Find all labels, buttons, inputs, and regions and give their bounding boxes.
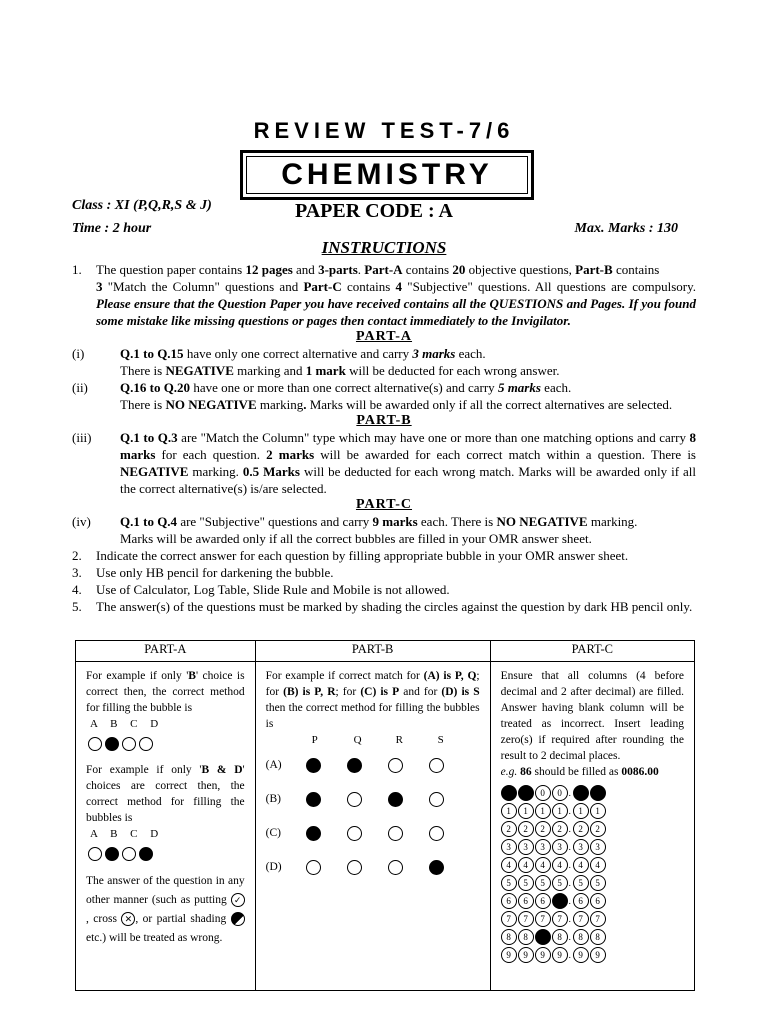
text: e.g.: [500, 766, 518, 778]
decimal-point: .: [568, 842, 571, 852]
text: 4: [395, 279, 403, 294]
text: and for: [399, 686, 442, 698]
digit-bubble: 7: [518, 911, 534, 927]
digit-bubble: 2: [590, 821, 606, 837]
digit-bubble: 5: [552, 875, 568, 891]
decimal-point: .: [568, 878, 571, 888]
instruction-3: [72, 564, 696, 581]
bubble-filled: [105, 737, 119, 751]
digit-bubble: 3: [590, 839, 606, 855]
part-c-heading: PART-C: [355, 497, 413, 512]
text: 12 pages: [245, 262, 293, 277]
text: Part-C: [303, 279, 342, 294]
decimal-point: .: [568, 788, 571, 798]
text: then the correct method for filling the bubbles is: [265, 702, 480, 730]
item-number: 5.: [72, 599, 82, 614]
bubble-empty: [388, 860, 403, 875]
bubble-filled: [306, 792, 321, 807]
part-a-example2-text: [86, 762, 245, 826]
decimal-point: .: [568, 806, 571, 816]
digit-bubble: 4: [518, 857, 534, 873]
text: .: [357, 262, 365, 277]
digit-bubble: 6: [535, 893, 551, 909]
text: .: [303, 397, 307, 412]
bubble-empty: [122, 737, 136, 751]
instruction-iii: [72, 429, 696, 497]
instructions-body: [72, 261, 696, 615]
bubble-empty: [88, 737, 102, 751]
digit-bubble: 9: [501, 947, 517, 963]
bubble-empty: [388, 758, 403, 773]
digit-bubble: 7: [535, 911, 551, 927]
bubble-filled: [306, 826, 321, 841]
digit-bubble: 4: [590, 857, 606, 873]
bubble-empty: [88, 847, 102, 861]
text: 1 mark: [305, 363, 346, 378]
text: should be filled as: [531, 766, 622, 778]
text: The question paper contains: [96, 262, 246, 277]
digit-bubble: 2: [518, 821, 534, 837]
text: 5 marks: [497, 380, 541, 395]
text: The answer(s) of the questions must be marked by shading the circles against the question by dark HB pencil only.: [96, 599, 693, 614]
digit-bubble: 0: [552, 785, 568, 801]
bubble-filled: [388, 792, 403, 807]
bubble-empty: [122, 847, 136, 861]
instruction-ii-line2: [72, 396, 696, 413]
text: contains: [402, 262, 453, 277]
text: "Subjective" questions. All questions are compulsory.: [402, 279, 697, 294]
part-c-example-line: [501, 764, 684, 780]
part-b-example-text: [266, 668, 480, 732]
part-c-text: Ensure that all columns (4 before decimal and 2 after decimal) are filled. Answer having blank column will be treated as incorrect. Insert leading zero(s) if required after rounding the result to 2 decimal places.: [500, 670, 684, 762]
warning-text: Please ensure that the Question Paper you have received contains all the QUESTIONS and Pages. If you found some mistake like missing questions or pages then contact immediately to the Invigilator.: [96, 296, 696, 328]
text: 86: [517, 766, 532, 778]
text: (D) is S: [441, 686, 480, 698]
text: ' choice is correct then, the correct method for filling the bubble is: [86, 670, 245, 714]
text: each. There is: [417, 514, 497, 529]
digit-bubble: 1: [573, 803, 589, 819]
digit-bubble: 2: [573, 821, 589, 837]
text: Indicate the correct answer for each question by filling appropriate bubble in your OMR answer sheet.: [96, 548, 629, 563]
text: "Match the Column" questions and: [102, 279, 304, 294]
match-row-label: (D): [265, 861, 282, 873]
match-row: [266, 782, 480, 816]
max-marks: Max. Marks : 130: [574, 221, 678, 236]
digit-bubble: 8: [501, 929, 517, 945]
text: , cross: [86, 913, 122, 925]
bubble-empty: [347, 792, 362, 807]
subject-box: [240, 150, 534, 200]
instruction-2: [72, 547, 696, 564]
text: For example if only ': [86, 764, 202, 776]
decimal-point: .: [568, 932, 571, 942]
text: for each question.: [155, 447, 267, 462]
instruction-i: [72, 345, 696, 362]
item-number: 2.: [72, 548, 82, 563]
text: each.: [540, 380, 572, 395]
instruction-iv: [72, 513, 696, 530]
text: NO NEGATIVE: [496, 514, 588, 529]
match-row: [266, 816, 480, 850]
bubble-empty: [429, 792, 444, 807]
digit-bubble: 4: [573, 857, 589, 873]
column-r: R: [395, 734, 403, 746]
digit-bubble: 7: [501, 911, 517, 927]
digit-bubble: 6: [573, 893, 589, 909]
digit-bubble: 1: [518, 803, 534, 819]
text: The answer of the question in any other manner (such as putting: [86, 875, 245, 906]
match-row-label: (A): [265, 759, 282, 771]
column-p: P: [311, 734, 318, 746]
text: Q.1 to Q.3: [120, 430, 178, 445]
column-q: Q: [353, 734, 362, 746]
digit-bubble: 1: [552, 803, 568, 819]
text: Q.1 to Q.15: [120, 346, 184, 361]
bubble-filled: [429, 860, 444, 875]
item-number: 3.: [72, 565, 82, 580]
subject-title: CHEMISTRY: [246, 156, 528, 194]
match-row: [266, 748, 480, 782]
bubble-empty: [139, 737, 153, 751]
digit-bubble-filled: 8: [535, 929, 551, 945]
instruction-ii: [72, 379, 696, 396]
instruction-1-cont: [72, 278, 696, 329]
text: Q.1 to Q.4: [120, 514, 178, 529]
text: have only one correct alternative and carry: [183, 346, 413, 361]
instruction-iv-line2: Marks will be awarded only if all the correct bubbles are filled in your OMR answer sheet.: [120, 531, 592, 546]
text: (B) is P, R: [283, 686, 336, 698]
digit-bubble: 9: [573, 947, 589, 963]
text: ; for: [265, 670, 480, 698]
digit-bubble: 5: [573, 875, 589, 891]
part-a-example1-text: [86, 668, 245, 716]
text: contains: [341, 279, 396, 294]
digit-bubble: 5: [501, 875, 517, 891]
text: have one or more than one correct alternative(s) and carry: [190, 380, 498, 395]
bubble-filled: [139, 847, 153, 861]
item-number: 4.: [72, 582, 82, 597]
text: will be awarded for each correct match within a question. There is: [314, 447, 696, 462]
decimal-point: .: [568, 824, 571, 834]
bubble-letters: A B C D: [90, 828, 164, 840]
text: marking.: [587, 514, 638, 529]
digit-bubble-filled: 0: [573, 785, 589, 801]
digit-bubble: 2: [535, 821, 551, 837]
digit-bubble-grid: [501, 784, 684, 964]
text: marking.: [188, 464, 243, 479]
text: ; for: [335, 686, 361, 698]
digit-bubble-filled: 0: [518, 785, 534, 801]
bubble-empty: [347, 860, 362, 875]
column-header-part-b: PART-B: [255, 641, 490, 662]
text: B & D: [201, 764, 243, 776]
text: 20: [452, 262, 466, 277]
text: B: [188, 670, 196, 682]
digit-bubble: 7: [573, 911, 589, 927]
digit-bubble: 9: [535, 947, 551, 963]
class-info: Class : XI (P,Q,R,S & J): [72, 198, 212, 213]
digit-row: [501, 892, 684, 910]
digit-bubble-filled: 0: [590, 785, 606, 801]
decimal-point: .: [568, 950, 571, 960]
item-number: (iii): [72, 430, 92, 445]
match-row-label: (B): [265, 793, 281, 805]
digit-bubble: 8: [518, 929, 534, 945]
digit-bubble: 2: [501, 821, 517, 837]
text: There is: [120, 363, 166, 378]
digit-bubble: 8: [552, 929, 568, 945]
text: objective questions,: [465, 262, 576, 277]
digit-bubble: 4: [552, 857, 568, 873]
text: Use only HB pencil for darkening the bubble.: [96, 565, 334, 580]
decimal-point: .: [568, 914, 571, 924]
digit-bubble: 9: [590, 947, 606, 963]
text: 0086.00: [621, 766, 659, 778]
paper-code: PAPER CODE : A: [295, 200, 453, 222]
text: marking: [256, 397, 304, 412]
digit-bubble: 1: [501, 803, 517, 819]
digit-row: [501, 910, 684, 928]
item-number: 1.: [72, 262, 82, 277]
column-s: S: [437, 734, 444, 746]
text: 3: [96, 279, 103, 294]
bubble-empty: [429, 826, 444, 841]
text: There is: [120, 397, 166, 412]
digit-row: [501, 946, 684, 964]
bubble-empty: [388, 826, 403, 841]
part-b-example: [255, 662, 490, 991]
digit-bubble: 5: [535, 875, 551, 891]
bubble-filled: [306, 758, 321, 773]
digit-bubble: 6: [518, 893, 534, 909]
digit-bubble: 9: [518, 947, 534, 963]
part-a-example: [76, 662, 256, 991]
digit-bubble: 9: [552, 947, 568, 963]
digit-bubble: 5: [518, 875, 534, 891]
bubble-filled: [347, 758, 362, 773]
text: each.: [455, 346, 486, 361]
digit-bubble: 8: [590, 929, 606, 945]
match-row: [266, 850, 480, 884]
item-number: (i): [72, 346, 85, 361]
cross-mark-icon: ✕: [121, 912, 135, 926]
text: Part-A: [364, 262, 403, 277]
digit-bubble: 5: [590, 875, 606, 891]
column-header-part-c: PART-C: [490, 641, 694, 662]
text: For example if correct match for: [265, 670, 424, 682]
digit-bubble: 2: [552, 821, 568, 837]
text: Use of Calculator, Log Table, Slide Rule and Mobile is not allowed.: [96, 582, 450, 597]
text: Part-B: [575, 262, 613, 277]
instructions-heading: INSTRUCTIONS: [321, 238, 447, 257]
digit-bubble: 8: [573, 929, 589, 945]
bubble-row-single: [88, 736, 245, 752]
text: 0.5 Marks: [242, 464, 300, 479]
text: ' choices are correct then, the correct method for filling the bubbles is: [86, 764, 245, 824]
digit-bubble: 3: [552, 839, 568, 855]
digit-row: [501, 874, 684, 892]
text: Marks will be awarded only if all the correct alternatives are selected.: [306, 397, 673, 412]
digit-bubble: 4: [535, 857, 551, 873]
decimal-point: .: [568, 860, 571, 870]
text: will be deducted for each wrong answer.: [345, 363, 560, 378]
digit-bubble: 6: [501, 893, 517, 909]
bubble-empty: [347, 826, 362, 841]
text: NEGATIVE: [120, 464, 189, 479]
text: NEGATIVE: [165, 363, 234, 378]
time-info: Time : 2 hour: [72, 221, 152, 236]
digit-bubble: 3: [501, 839, 517, 855]
test-title: REVIEW TEST-7/6: [253, 118, 515, 143]
text: marking and: [233, 363, 306, 378]
part-a-heading: PART-A: [355, 329, 413, 344]
digit-bubble-filled: 0: [501, 785, 517, 801]
digit-bubble: 3: [535, 839, 551, 855]
text: etc.) will be treated as wrong.: [86, 932, 223, 944]
text: contains: [612, 262, 660, 277]
text: NO NEGATIVE: [165, 397, 257, 412]
text: , or partial shading: [135, 913, 231, 925]
bubble-empty: [429, 758, 444, 773]
digit-bubble: 4: [501, 857, 517, 873]
text: Q.16 to Q.20: [120, 380, 191, 395]
instruction-i-line2: [72, 362, 696, 379]
text: and: [292, 262, 319, 277]
text: 3-parts: [318, 262, 358, 277]
bubble-filled: [105, 847, 119, 861]
text: will be deducted for each wrong match. Marks will be awarded only if all the correct alternative(s) is/are selected.: [120, 464, 696, 496]
text: 8 marks: [120, 430, 696, 462]
digit-row: [501, 820, 684, 838]
digit-row: [501, 784, 684, 802]
digit-row: [501, 838, 684, 856]
digit-bubble: 0: [535, 785, 551, 801]
text: 3 marks: [412, 346, 456, 361]
text: 2 marks: [266, 447, 315, 462]
bubble-letters: A B C D: [90, 718, 164, 730]
digit-bubble: 6: [590, 893, 606, 909]
digit-row: [501, 856, 684, 874]
part-a-warning: [86, 872, 245, 948]
text: For example if only ': [86, 670, 189, 682]
match-bubble-grid: [266, 748, 480, 884]
instruction-5: [72, 598, 696, 615]
text: are "Subjective" questions and carry: [177, 514, 373, 529]
column-header-part-a: PART-A: [76, 641, 256, 662]
instruction-1: [72, 261, 696, 278]
digit-bubble: 3: [518, 839, 534, 855]
digit-row: [501, 802, 684, 820]
text: are "Match the Column" type which may have one or more than one matching options and carry: [177, 430, 690, 445]
text: (C) is P: [360, 686, 400, 698]
bubble-row-multiple: [88, 846, 245, 862]
digit-bubble-filled: 6: [552, 893, 568, 909]
instruction-4: [72, 581, 696, 598]
bubble-empty: [306, 860, 321, 875]
digit-bubble: 7: [552, 911, 568, 927]
digit-bubble: 1: [535, 803, 551, 819]
item-number: (ii): [72, 380, 88, 395]
item-number: (iv): [72, 514, 91, 529]
text: (A) is P, Q: [423, 670, 477, 682]
check-mark-icon: ✓: [231, 893, 245, 907]
text: 9 marks: [372, 514, 418, 529]
part-c-example: [490, 662, 694, 991]
omr-example-table: [75, 640, 695, 991]
digit-bubble: 7: [590, 911, 606, 927]
decimal-point: .: [568, 896, 571, 906]
match-column-headers: [266, 732, 480, 748]
match-row-label: (C): [265, 827, 281, 839]
digit-bubble: 1: [590, 803, 606, 819]
digit-row: [501, 928, 684, 946]
partial-shading-icon: [231, 912, 245, 926]
digit-bubble: 3: [573, 839, 589, 855]
part-b-heading: PART-B: [356, 413, 412, 428]
